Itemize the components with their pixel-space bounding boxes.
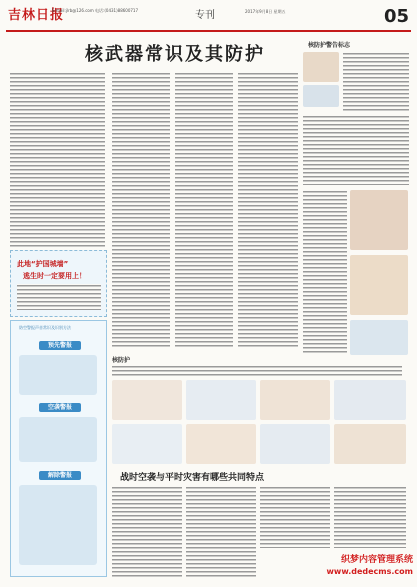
comic-panel-5 bbox=[112, 424, 182, 464]
siren-instructions-panel bbox=[10, 320, 107, 577]
slogan-box bbox=[10, 250, 107, 317]
tag-all-clear: 解除警报 bbox=[39, 471, 81, 480]
section-name: 专刊 bbox=[195, 10, 215, 21]
masthead-rule bbox=[6, 30, 411, 32]
bottom-column-3 bbox=[260, 486, 330, 548]
page-number: 05 bbox=[383, 6, 409, 27]
protection-illustration bbox=[350, 320, 408, 355]
slogan-line-1: 此地“护国城墙” bbox=[17, 260, 69, 268]
bottom-column-4 bbox=[334, 486, 406, 548]
intro-paragraph bbox=[112, 365, 402, 377]
comic-panel-4 bbox=[334, 380, 406, 420]
issue-date: 2017年9月8日 星期五 bbox=[245, 9, 286, 14]
slogan-line-2: 逃生时一定要用上！ bbox=[23, 272, 86, 280]
article-column-2 bbox=[112, 72, 170, 347]
page-headline: 核武器常识及其防护 bbox=[85, 44, 265, 65]
comic-panel-6 bbox=[186, 424, 256, 464]
article-column-5b bbox=[303, 115, 409, 185]
comic-panel-3 bbox=[260, 380, 330, 420]
right-column-title: 核防护警告标志 bbox=[308, 42, 351, 49]
hazard-illustration-1 bbox=[303, 52, 339, 82]
masthead bbox=[0, 0, 417, 32]
article-column-4 bbox=[238, 72, 298, 347]
section-subhead: 核防护 bbox=[112, 357, 131, 364]
comic-panel-8 bbox=[334, 424, 406, 464]
family-illustration bbox=[350, 190, 408, 250]
newspaper-logo: 吉林日报 bbox=[8, 8, 65, 23]
siren-illustration-1 bbox=[19, 355, 97, 395]
siren-illustration-3 bbox=[19, 485, 97, 565]
comic-panel-7 bbox=[260, 424, 330, 464]
article-column-5c bbox=[303, 190, 347, 355]
bottom-headline: 战时空袭与平时灾害有哪些共同特点 bbox=[120, 473, 265, 483]
comic-panel-1 bbox=[112, 380, 182, 420]
watermark bbox=[272, 552, 417, 585]
watermark-title: 织梦内容管理系统 bbox=[340, 555, 413, 565]
shelter-illustration bbox=[350, 255, 408, 315]
tag-air-raid: 空袭警报 bbox=[39, 403, 81, 412]
watermark-url: www.dedecms.com bbox=[326, 567, 413, 576]
hazard-illustration-2 bbox=[303, 85, 339, 107]
article-column-1 bbox=[10, 72, 105, 247]
instructions-title: 防空警报声音常识及识别方法 bbox=[19, 325, 71, 330]
article-column-5a bbox=[343, 52, 409, 112]
comic-panel-2 bbox=[186, 380, 256, 420]
bottom-column-1 bbox=[112, 486, 182, 578]
tag-pre-warning: 预先警报 bbox=[39, 341, 81, 350]
contact-info: E-mail:jlrb@126.com 电话:(0431)88600717 bbox=[52, 8, 139, 13]
bottom-column-2 bbox=[186, 486, 256, 578]
slogan-caption bbox=[17, 284, 101, 310]
article-column-3 bbox=[175, 72, 233, 347]
siren-illustration-2 bbox=[19, 417, 97, 462]
